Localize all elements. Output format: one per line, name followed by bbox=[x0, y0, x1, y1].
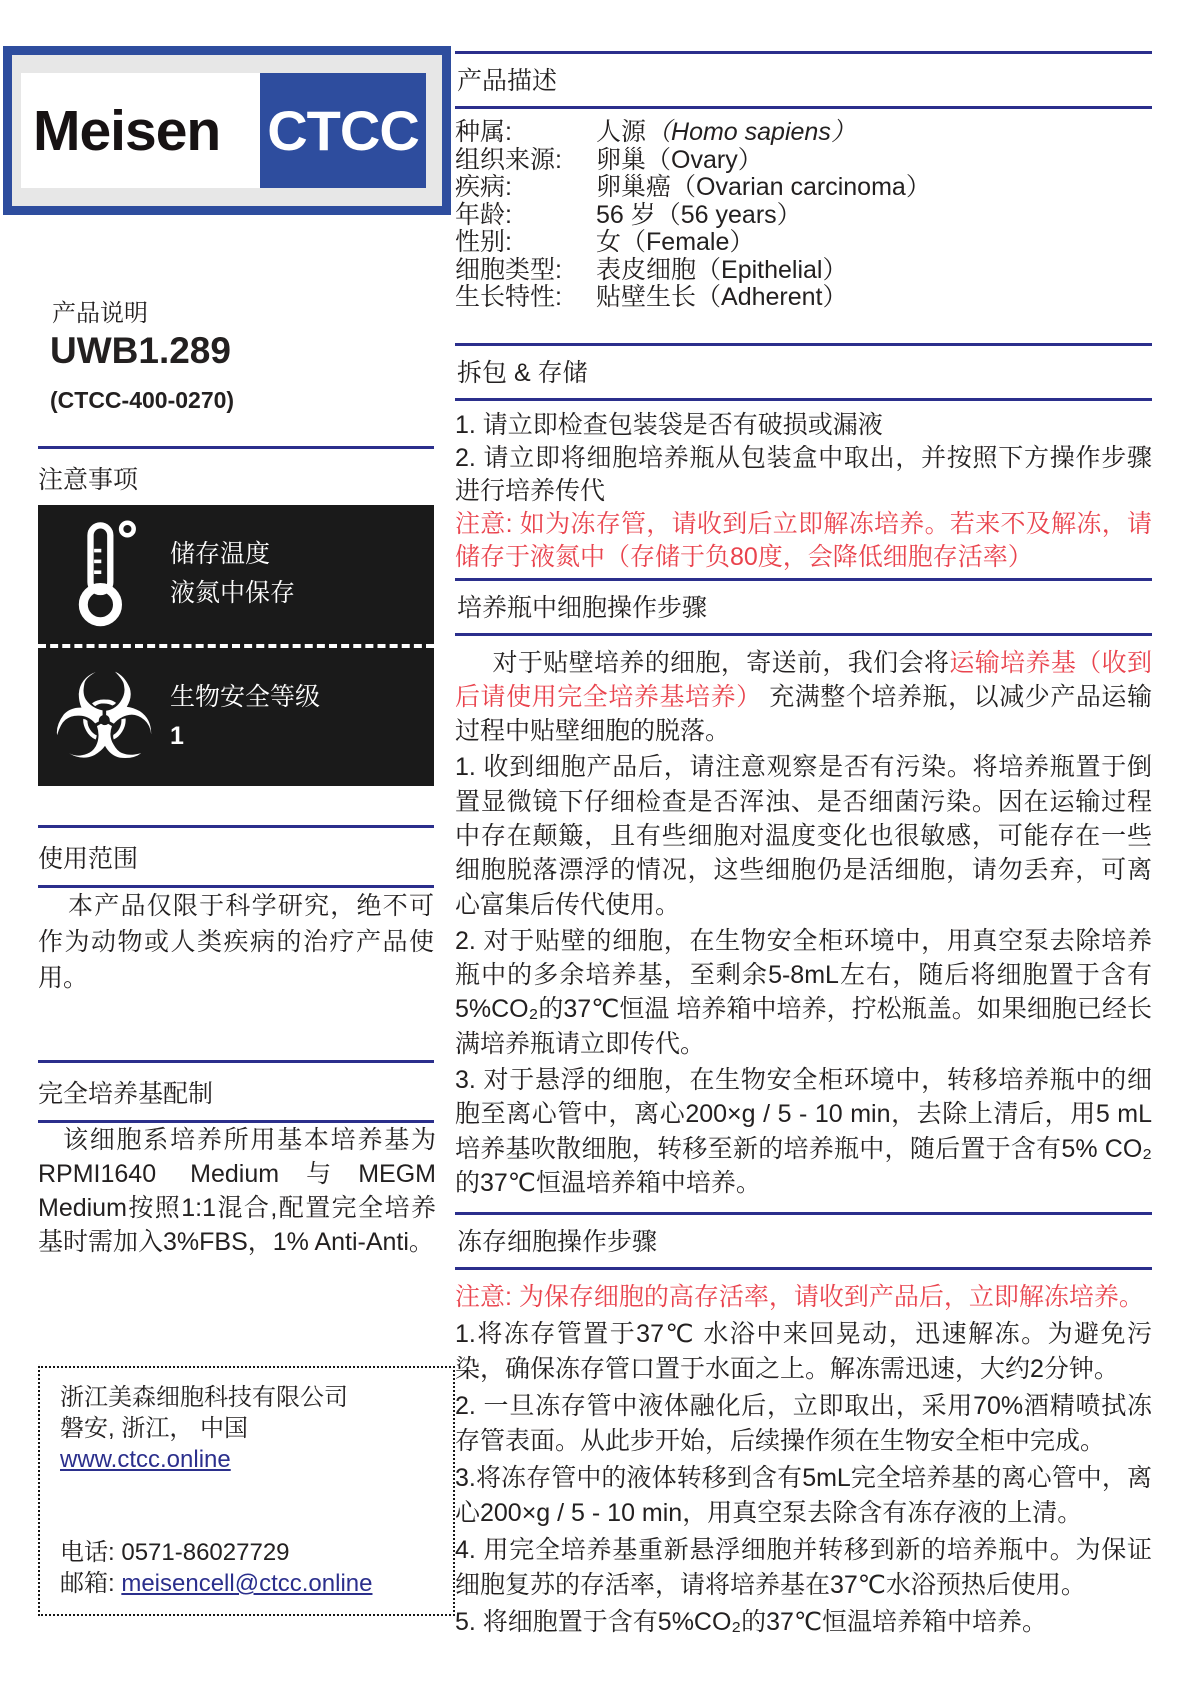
table-row bbox=[455, 202, 1152, 230]
row-label: 种属: bbox=[455, 118, 512, 146]
company-email-link[interactable]: meisencell@ctcc.online bbox=[121, 1570, 373, 1597]
logo-ctcc-text: CTCC bbox=[260, 73, 426, 188]
row-value-en: （56 years） bbox=[655, 200, 802, 229]
biosafety-label: 生物安全等级 bbox=[170, 682, 321, 711]
company-name: 浙江美森细胞科技有限公司 bbox=[60, 1384, 348, 1411]
row-label: 细胞类型: bbox=[455, 255, 562, 284]
row-value-zh: 表皮细胞 bbox=[596, 255, 697, 284]
row-value-zh: 卵巢 bbox=[596, 145, 647, 174]
company-info-box bbox=[38, 1366, 455, 1616]
row-label: 年龄: bbox=[455, 200, 512, 229]
section-description-header bbox=[455, 51, 1152, 109]
row-value-en: （Adherent） bbox=[696, 283, 848, 311]
row-value bbox=[596, 174, 931, 202]
section-title-notices: 注意事项 bbox=[38, 466, 139, 494]
row-value bbox=[596, 229, 754, 257]
row-value bbox=[596, 284, 847, 312]
flask-step-1: 1. 收到细胞产品后，请注意观察是否有污染。将培养瓶置于倒置显微镜下仔细检查是否浑浊、是否细菌污染。因在运输过程中存在颠簸，且有些细胞对温度变化也很敏感，可能存在一些细胞脱落漂浮的情况，这些细胞仍是活细胞，请勿丢弃，可离心富集后传代使用。 bbox=[455, 753, 1152, 919]
biohazard-icon bbox=[38, 647, 170, 786]
frozen-step-1: 1.将冻存管置于37℃ 水浴中来回晃动，迅速解冻。为避免污染，确保冻存管口置于水面之上。解冻需迅速，大约2分钟。 bbox=[455, 1320, 1152, 1384]
row-value bbox=[596, 119, 856, 147]
main-content bbox=[455, 51, 1152, 1640]
flask-intro-red: 运输培养基（收到后请使用完全培养基培养） bbox=[455, 648, 1152, 711]
biohazard-glyph: ☣ bbox=[51, 647, 157, 786]
table-row bbox=[455, 119, 1152, 147]
unpack-step-2: 2. 请立即将细胞培养瓶从包装盒中取出，并按照下方操作步骤进行培养传代 bbox=[455, 443, 1152, 505]
table-row bbox=[455, 284, 1152, 312]
flask-intro-pre: 对于贴壁培养的细胞，寄送前，我们会将 bbox=[492, 648, 950, 677]
storage-value: 液氮中保存 bbox=[170, 579, 296, 608]
row-label: 生长特性: bbox=[455, 283, 562, 311]
storage-temperature-row bbox=[38, 505, 434, 644]
storage-label: 储存温度 bbox=[170, 540, 271, 569]
logo-meisen-text: Meisen bbox=[21, 73, 260, 188]
row-value-en: （Ovarian carcinoma） bbox=[671, 173, 931, 201]
table-row bbox=[455, 257, 1152, 285]
row-value-zh: 贴壁生长 bbox=[596, 283, 697, 311]
thermometer-icon bbox=[38, 518, 170, 630]
meisen-ctcc-logo bbox=[3, 46, 451, 215]
section-flask-header bbox=[455, 578, 1152, 636]
table-row bbox=[455, 229, 1152, 257]
frozen-step-5: 5. 将细胞置于含有5%CO₂的37℃恒温培养箱中培养。 bbox=[455, 1608, 1048, 1637]
logo-row bbox=[21, 73, 426, 188]
section-unpack-header bbox=[455, 343, 1152, 401]
section-notices-header bbox=[38, 446, 434, 496]
section-title-usage: 使用范围 bbox=[38, 845, 139, 873]
frozen-step-4: 4. 用完全培养基重新悬浮细胞并转移到新的培养瓶中。为保证细胞复苏的存活率，请将培养基在37℃水浴预热后使用。 bbox=[455, 1536, 1152, 1600]
frozen-warning-note: 注意: 为保存细胞的高存活率，请收到产品后，立即解冻培养。 bbox=[455, 1283, 1144, 1312]
phone-label: 电话: bbox=[60, 1539, 115, 1566]
flask-step-2: 2. 对于贴壁的细胞，在生物安全柜环境中，用真空泵去除培养瓶中的多余培养基，至剩余5-8mL左右，随后将细胞置于含有5%CO₂的37℃恒温 培养箱中培养，拧松瓶盖。如果细胞已经长满培养瓶请立即传代。 bbox=[455, 926, 1152, 1058]
unpack-warning-note: 注意: 如为冻存管，请收到后立即解冻培养。若来不及解冻，请储存于液氮中（存储于负80度，会降低细胞存活率） bbox=[455, 509, 1152, 571]
row-value-en: （Homo sapiens） bbox=[646, 118, 856, 146]
company-address: 磐安, 浙江， 中国 bbox=[60, 1415, 249, 1442]
section-title-description: 产品描述 bbox=[457, 67, 558, 95]
row-value-zh: 人源 bbox=[596, 118, 647, 146]
company-email-row bbox=[60, 1568, 453, 1599]
row-value-en: （Epithelial） bbox=[696, 255, 848, 284]
section-usage-header bbox=[38, 825, 434, 888]
biosafety-level: 1 bbox=[170, 721, 184, 750]
unpack-steps bbox=[455, 409, 1152, 574]
section-title-unpack: 拆包 & 存储 bbox=[457, 358, 588, 387]
section-medium-header bbox=[38, 1060, 434, 1123]
frozen-step-3: 3.将冻存管中的液体转移到含有5mL完全培养基的离心管中，离心200×g / 5 - 10 min，用真空泵去除含有冻存液的上清。 bbox=[455, 1464, 1152, 1528]
row-value-zh: 女 bbox=[596, 228, 622, 256]
row-label: 疾病: bbox=[455, 173, 512, 201]
row-value bbox=[596, 202, 802, 230]
row-value-zh: 卵巢癌 bbox=[596, 173, 672, 201]
doc-type-label: 产品说明 bbox=[52, 300, 148, 327]
section-title-medium: 完全培养基配制 bbox=[38, 1080, 214, 1108]
company-website-link[interactable]: www.ctcc.online bbox=[60, 1446, 231, 1473]
row-value-en: （Ovary） bbox=[646, 145, 763, 174]
unpack-step-1: 1. 请立即检查包装袋是否有破损或漏液 bbox=[455, 410, 883, 439]
product-description-table bbox=[455, 119, 1152, 312]
section-frozen-header bbox=[455, 1212, 1152, 1270]
email-label: 邮箱: bbox=[60, 1570, 115, 1597]
phone-number: 0571-86027729 bbox=[121, 1539, 290, 1566]
row-value bbox=[596, 147, 763, 175]
notice-box bbox=[38, 505, 434, 786]
catalog-number: (CTCC-400-0270) bbox=[50, 387, 235, 413]
row-value bbox=[596, 257, 847, 285]
flask-intro-post: 充满整个培养瓶，以减少产品运输过程中贴壁细胞的脱落。 bbox=[455, 682, 1152, 746]
frozen-step-2: 2. 一旦冻存管中液体融化后，立即取出，采用70%酒精喷拭冻存管表面。从此步开始，后续操作须在生物安全柜中完成。 bbox=[455, 1392, 1152, 1456]
row-label: 性别: bbox=[455, 228, 512, 256]
storage-temperature-text bbox=[170, 535, 295, 613]
table-row bbox=[455, 147, 1152, 175]
section-title-frozen: 冻存细胞操作步骤 bbox=[457, 1228, 658, 1257]
medium-paragraph: 该细胞系培养所用基本培养基为RPMI1640 Medium与MEGM Medium按照1:1混合,配置完全培养基时需加入3%FBS，1% Anti-Anti。 bbox=[38, 1126, 436, 1256]
flask-step-3: 3. 对于悬浮的细胞，在生物安全柜环境中，转移培养瓶中的细胞至离心管中，离心200×g / 5 - 10 min，去除上清后，用5 mL培养基吹散细胞，转移至新的培养瓶中，随后置于含有5% CO₂的37℃恒温培养箱中培养。 bbox=[455, 1066, 1152, 1197]
row-value-zh: 56 岁 bbox=[596, 200, 656, 229]
row-value-en: （Female） bbox=[621, 228, 755, 256]
flask-intro-paragraph bbox=[455, 646, 1152, 749]
row-label: 组织来源: bbox=[455, 145, 562, 174]
usage-paragraph: 本产品仅限于科学研究，绝不可作为动物或人类疾病的治疗产品使用。 bbox=[38, 892, 434, 992]
biosafety-text bbox=[170, 678, 320, 756]
table-row bbox=[455, 174, 1152, 202]
section-title-flask: 培养瓶中细胞操作步骤 bbox=[457, 593, 708, 622]
biosafety-row bbox=[38, 644, 434, 787]
product-name: UWB1.289 bbox=[50, 330, 231, 371]
company-phone-row bbox=[60, 1537, 453, 1568]
